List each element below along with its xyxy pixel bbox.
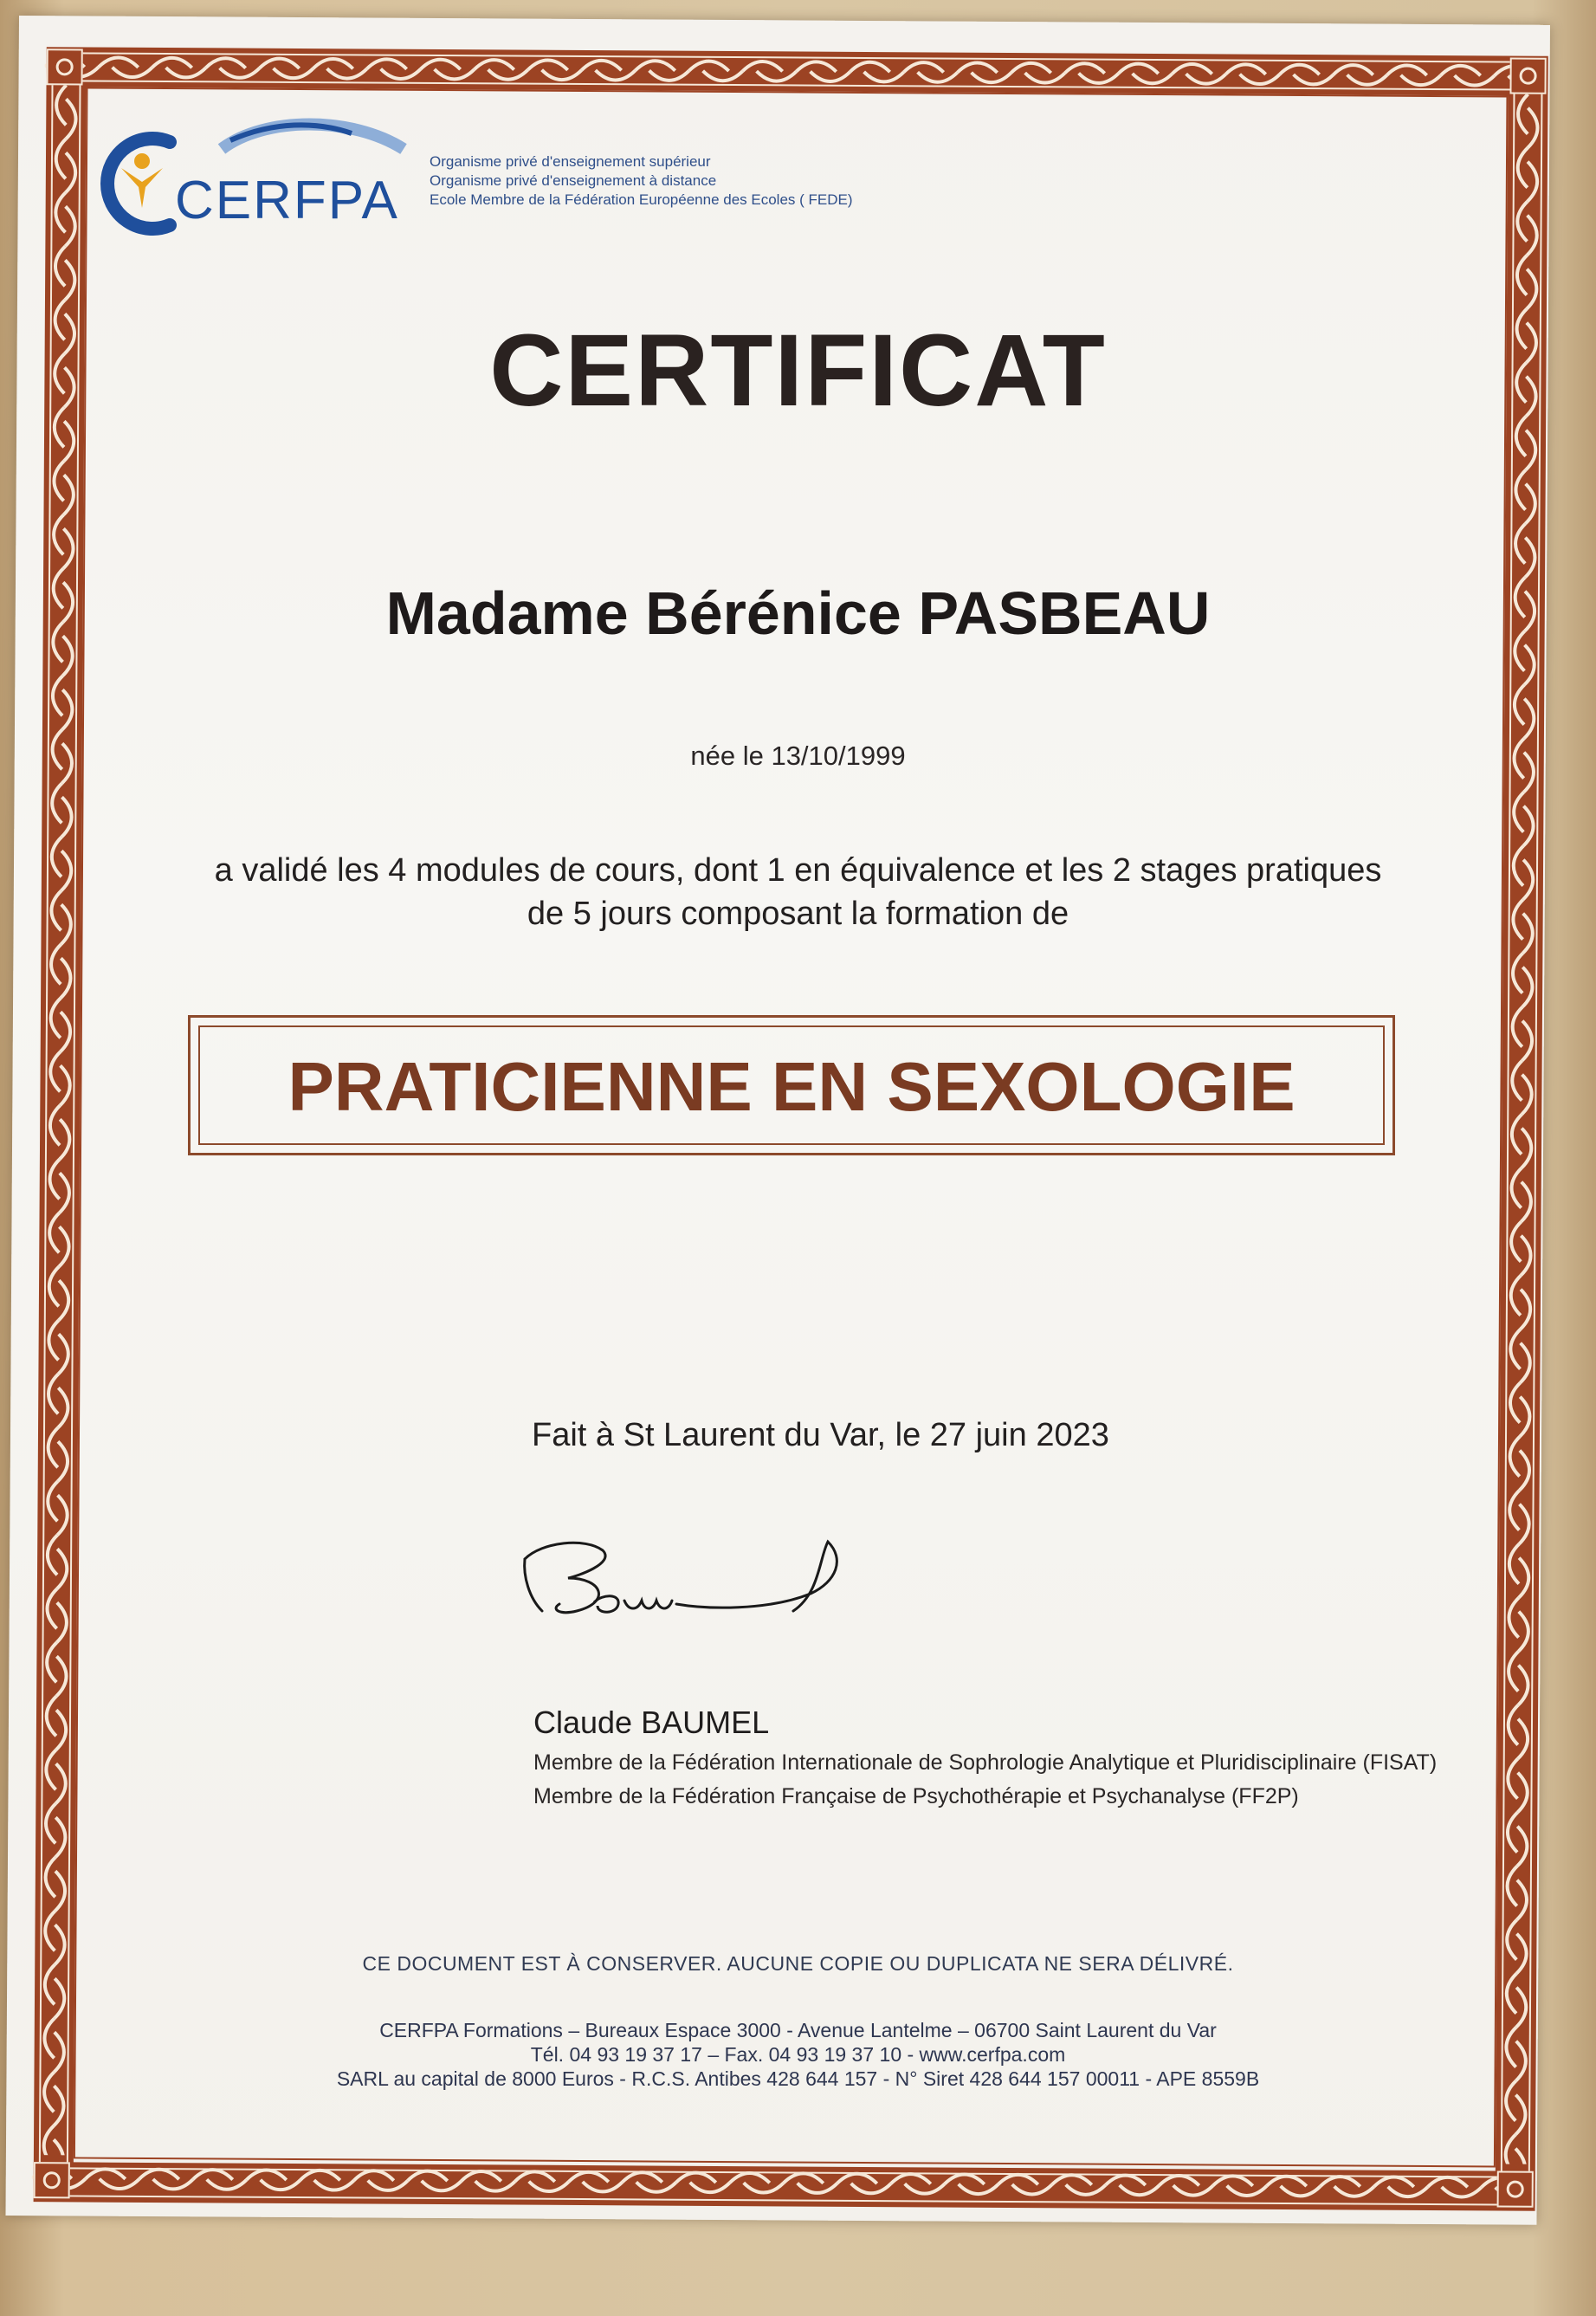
- org-line: Ecole Membre de la Fédération Européenne des Ecoles ( FEDE): [430, 191, 853, 208]
- validation-line: de 5 jours composant la formation de: [527, 896, 1069, 932]
- footer-line: SARL au capital de 8000 Euros - R.C.S. Antibes 428 644 157 - N° Siret 428 644 157 00011 - APE 8559B: [336, 2067, 1260, 2090]
- corner-ornament-bottom-right: [1497, 2170, 1534, 2207]
- validation-statement: [156, 849, 1440, 935]
- certificate-title: CERTIFICAT: [489, 314, 1107, 428]
- validation-line: a validé les 4 modules de cours, dont 1 en équivalence et les 2 stages pratiques: [214, 852, 1382, 889]
- membership-line: Membre de la Fédération Internationale de Sophrologie Analytique et Pluridisciplinaire (FISAT): [533, 1750, 1438, 1775]
- conservation-notice: CE DOCUMENT EST À CONSERVER. AUCUNE COPIE OU DUPLICATA NE SERA DÉLIVRÉ.: [362, 1952, 1234, 1975]
- footer-contact: [0, 2018, 1596, 2091]
- signatory-memberships: [533, 1750, 1469, 1817]
- footer-line: Tél. 04 93 19 37 17 – Fax. 04 93 19 37 10 - www.cerfpa.com: [530, 2043, 1066, 2066]
- membership-line: Membre de la Fédération Française de Psychothérapie et Psychanalyse (FF2P): [533, 1784, 1299, 1808]
- organization-description: [430, 152, 853, 210]
- diploma-title: PRATICIENNE EN SEXOLOGIE: [288, 1048, 1296, 1125]
- logo-text: CERFPA: [175, 171, 399, 230]
- cerfpa-logo: [92, 114, 438, 236]
- diploma-title-box: [188, 1015, 1395, 1155]
- org-line: Organisme privé d'enseignement à distance: [430, 172, 717, 189]
- corner-ornament-top-left: [47, 49, 83, 85]
- place-and-date: Fait à St Laurent du Var, le 27 juin 2023: [532, 1417, 1109, 1453]
- footer-line: CERFPA Formations – Bureaux Espace 3000 - Avenue Lantelme – 06700 Saint Laurent du Var: [379, 2019, 1217, 2041]
- corner-ornament-top-right: [1509, 58, 1546, 94]
- signatory-name: Claude BAUMEL: [533, 1705, 770, 1740]
- birth-date: née le 13/10/1999: [690, 741, 906, 771]
- recipient-name: Madame Bérénice PASBEAU: [385, 579, 1211, 647]
- handwritten-signature: [507, 1524, 871, 1646]
- corner-ornament-bottom-left: [34, 2162, 70, 2198]
- org-line: Organisme privé d'enseignement supérieur: [430, 153, 711, 170]
